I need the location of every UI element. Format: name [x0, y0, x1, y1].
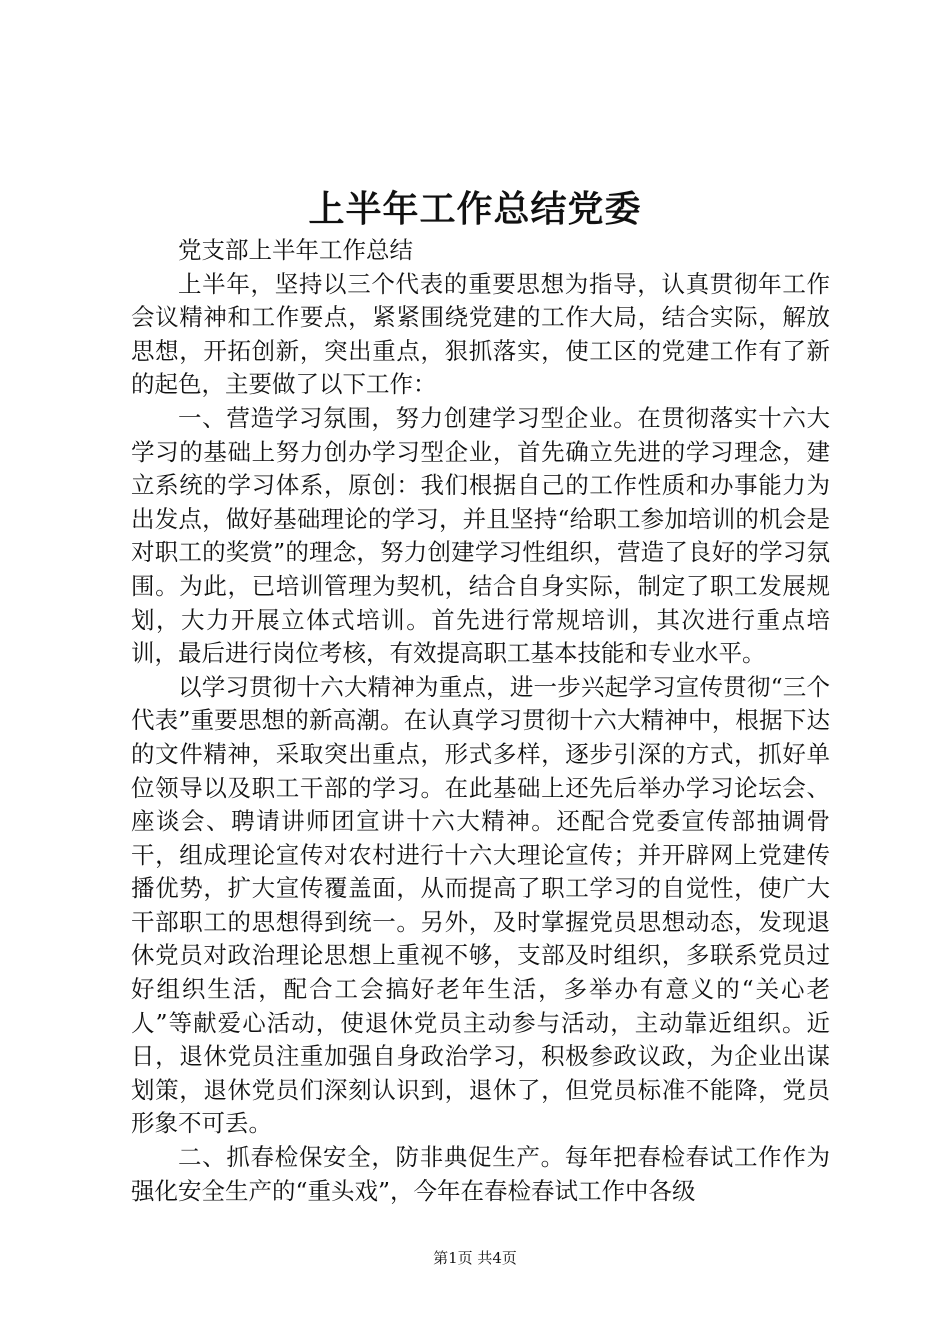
paragraph-intro: 上半年，坚持以三个代表的重要思想为指导，认真贯彻年工作会议精神和工作要点，紧紧围绕党建的工作大局，结合实际，解放思想，开拓创新，突出重点，狠抓落实，使工区的党建工作有了新的起色，主要做了以下工作： — [131, 269, 830, 399]
paragraph-subtitle: 党支部上半年工作总结 — [178, 236, 413, 264]
document-title: 上半年工作总结党委 — [308, 188, 642, 230]
page-footer: 第1页 共4页 — [433, 1249, 517, 1267]
document-body — [131, 234, 830, 1208]
paragraph-section-2: 二、抓春检保安全，防非典促生产。每年把春检春试工作作为强化安全生产的“重头戏”，今年在春检春试工作中各级 — [131, 1143, 830, 1205]
paragraph-study-spirit: 以学习贯彻十六大精神为重点，进一步兴起学习宣传贯彻“三个代表”重要思想的新高潮。在认真学习贯彻十六大精神中，根据下达的文件精神，采取突出重点，形式多样，逐步引深的方式，抓好单位领导以及职工干部的学习。在此基础上还先后举办学习论坛会、座谈会、聘请讲师团宣讲十六大精神。还配合党委宣传部抽调骨干，组成理论宣传对农村进行十六大理论宣传；并开辟网上党建传播优势，扩大宣传覆盖面，从而提高了职工学习的自觉性，使广大干部职工的思想得到统一。另外，及时掌握党员思想动态，发现退休党员对政治理论思想上重视不够，支部及时组织，多联系党员过好组织生活，配合工会搞好老年生活，多举办有意义的“关心老人”等献爱心活动，使退休党员主动参与活动，主动靠近组织。近日，退休党员注重加强自身政治学习，积极参政议政，为企业出谋划策，退休党员们深刻认识到，退休了，但党员标准不能降，党员形象不可丢。 — [131, 672, 830, 1138]
paragraph-section-1: 一、营造学习氛围，努力创建学习型企业。在贯彻落实十六大学习的基础上努力创办学习型企业，首先确立先进的学习理念，建立系统的学习体系，原创：我们根据自己的工作性质和办事能力为出发点，做好基础理论的学习，并且坚持“给职工参加培训的机会是对职工的奖赏”的理念，努力创建学习性组织，营造了良好的学习氛围。为此，已培训管理为契机，结合自身实际，制定了职工发展规划，大力开展立体式培训。首先进行常规培训，其次进行重点培训，最后进行岗位考核，有效提高职工基本技能和专业水平。 — [131, 403, 830, 668]
